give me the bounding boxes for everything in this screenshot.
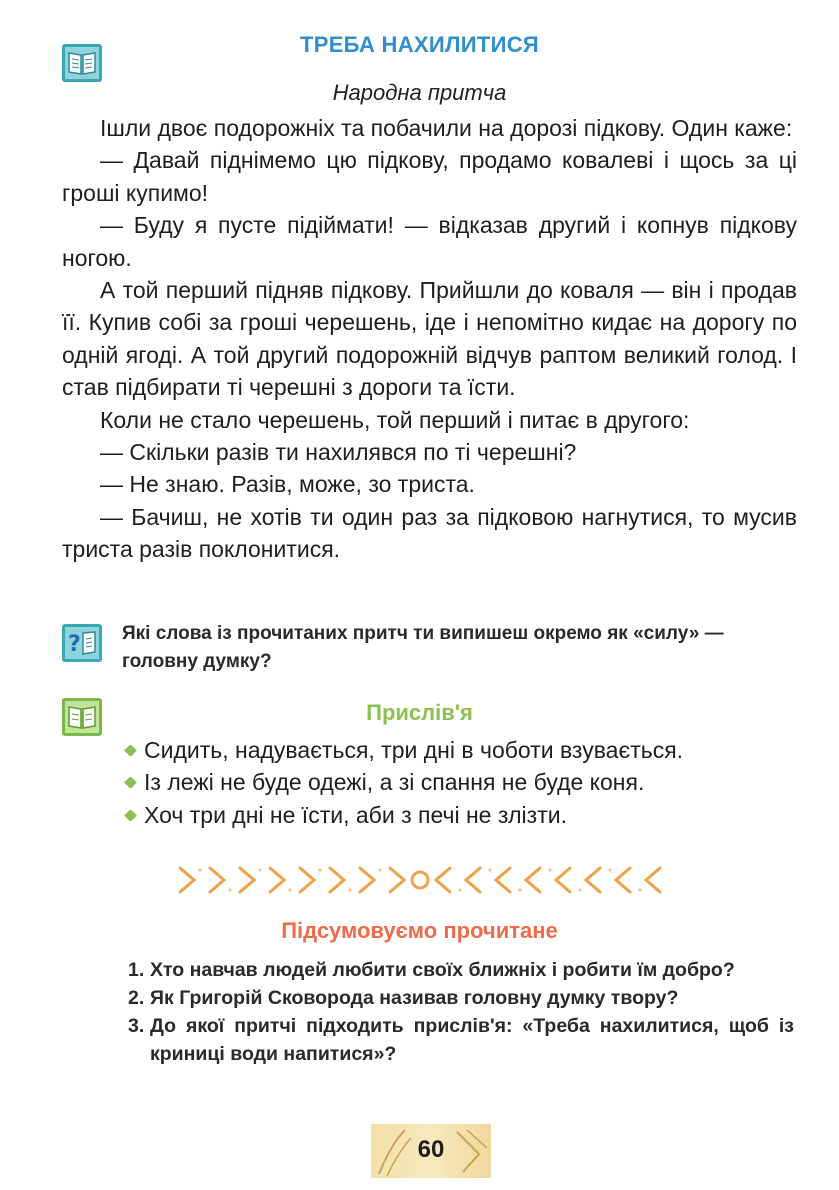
item-number: 2. bbox=[128, 987, 145, 1009]
page-number: 60 bbox=[417, 1136, 445, 1163]
list-item bbox=[128, 984, 794, 1012]
list-item: Сидить, надувається, три дні в чоботи взувається. bbox=[124, 734, 814, 766]
item-text: Як Григорій Сковорода називав головну думку твору? bbox=[150, 987, 679, 1009]
story-paragraph: А той перший підняв підкову. Прийшли до коваля — він і продав її. Купив собі за гроші черешень, іде і непомітно кидає на дорогу по одній ягоді. А той другий подорожній відчув раптом великий голод. І став підбирати ті черешні з дороги та їсти. bbox=[62, 277, 797, 401]
question-book-icon bbox=[62, 624, 102, 662]
list-item: Хоч три дні не їсти, аби з печі не злізти. bbox=[124, 799, 814, 831]
item-text: До якої притчі підходить прислів'я: «Треба нахилитися, щоб із криниці води напитися»? bbox=[150, 1015, 794, 1065]
proverbs-title: Прислів'я bbox=[366, 700, 473, 725]
item-number: 3. bbox=[128, 1015, 145, 1037]
story-subtitle: Народна притча bbox=[332, 80, 507, 105]
story-title: ТРЕБА НАХИЛИТИСЯ bbox=[299, 32, 540, 57]
summary-title: Підсумовуємо прочитане bbox=[281, 918, 558, 943]
svg-text:?: ? bbox=[68, 632, 81, 657]
story-paragraph: — Скільки разів ти нахилявся по ті черешні? bbox=[100, 439, 577, 466]
list-item bbox=[128, 1012, 794, 1068]
story-paragraph: Коли не стало черешень, той перший і питає в другого: bbox=[100, 406, 690, 433]
item-number: 1. bbox=[128, 959, 145, 981]
story-paragraph: Ішли двоє подорожніх та побачили на дорозі підкову. Один каже: bbox=[100, 115, 793, 141]
list-item: Із лежі не буде одежі, а зі спання не буде коня. bbox=[124, 766, 814, 798]
story-paragraph: — Давай піднімемо цю підкову, продамо ковалеві і щось за ці гроші купимо! bbox=[62, 147, 797, 206]
item-text: Хто навчав людей любити своїх ближніх і робити їм добро? bbox=[150, 959, 735, 981]
story-paragraph: — Не знаю. Разів, може, зо триста. bbox=[100, 471, 475, 498]
story-paragraph: — Бачиш, не хотів ти один раз за підковою нагнутися, то мусив триста разів поклонитися. bbox=[62, 503, 797, 563]
ornament-divider bbox=[170, 858, 670, 902]
story-paragraph: — Буду я пусте підіймати! — відказав другий і копнув підкову ногою. bbox=[62, 212, 797, 271]
proverbs-list bbox=[124, 734, 814, 831]
summary-list bbox=[128, 956, 794, 1068]
question-text: Які слова із прочитаних притч ти випишеш окремо як «силу» — головну думку? bbox=[122, 623, 724, 672]
story-text bbox=[62, 112, 797, 566]
list-item bbox=[128, 956, 794, 984]
